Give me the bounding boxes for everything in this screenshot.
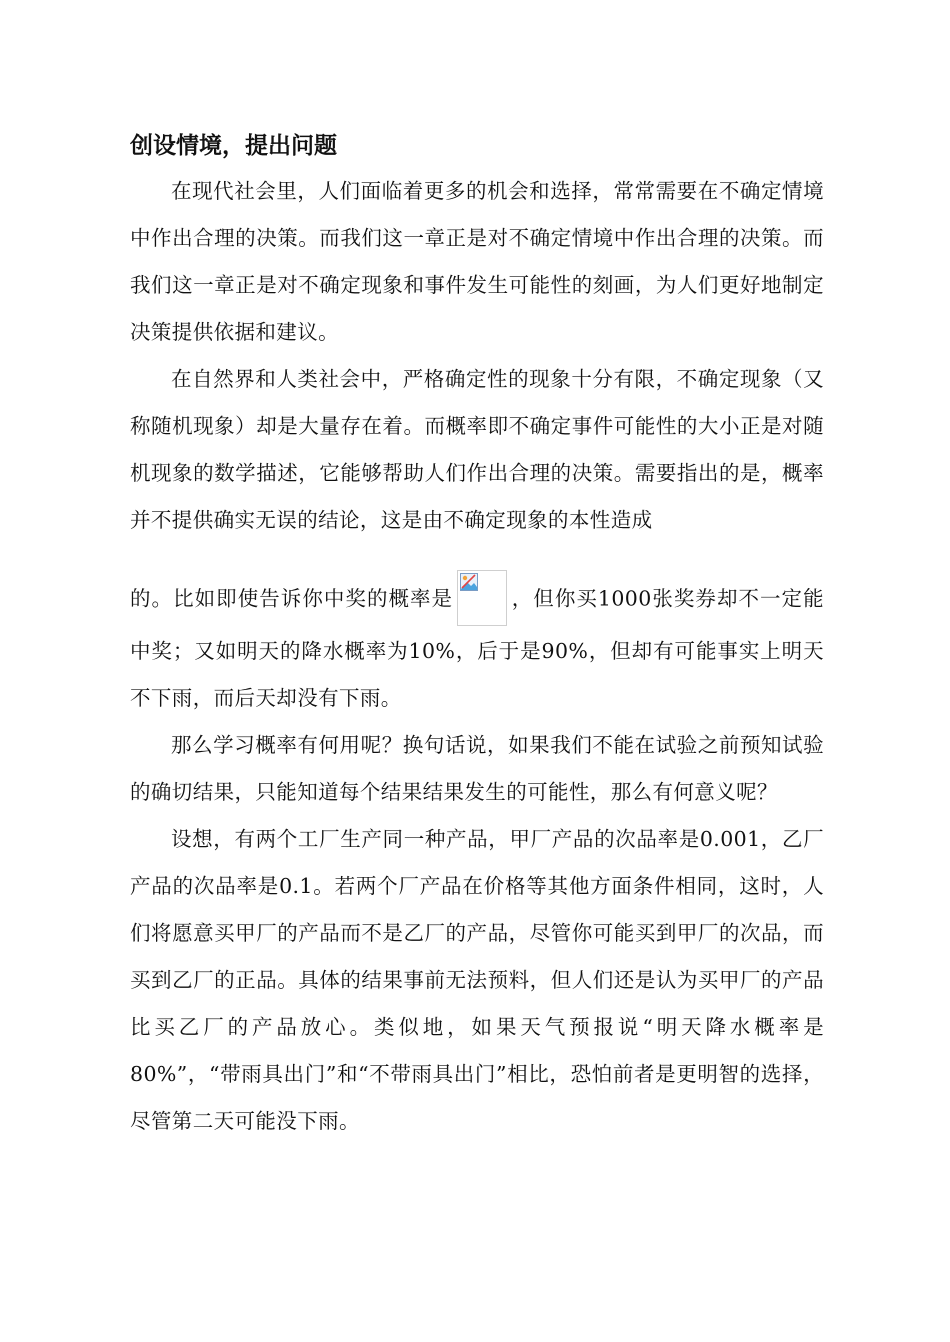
image-placeholder-icon [460,573,478,591]
line-spacer [130,544,824,572]
paragraph-1: 在现代社会里，人们面临着更多的机会和选择，常常需要在不确定情境中作出合理的决策。而我们这一章正是对不确定情境中作出合理的决策。而我们这一章正是对不确定现象和事件发生可能性的刻画，为人们更好地制定决策提供依据和建议。 [130,179,824,344]
paragraph-3: 那么学习概率有何用呢？换句话说，如果我们不能在试验之前预知试验的确切结果，只能知道每个结果结果发生的可能性，那么有何意义呢？ [130,733,824,804]
paragraph-2 [130,356,824,722]
broken-image-icon [457,570,507,626]
paragraph-2-text-b: 的。比如即使告诉你中奖的概率是 [130,586,454,611]
section-heading: 创设情境，提出问题 [130,133,337,159]
document-page [130,124,824,1145]
paragraph-4: 设想，有两个工厂生产同一种产品，甲厂产品的次品率是0.001，乙厂产品的次品率是0.1。若两个厂产品在价格等其他方面条件相同，这时，人们将愿意买甲厂的产品而不是乙厂的产品，尽管你可能买到甲厂的次品，而买到乙厂的正品。具体的结果事前无法预料，但人们还是认为买甲厂的产品比买乙厂的产品放心。类似地，如果天气预报说“明天降水概率是80%”，“带雨具出门”和“不带雨具出门”相比，恐怕前者是更明智的选择，尽管第二天可能没下雨。 [130,827,824,1133]
paragraph-2-text-a: 在自然界和人类社会中，严格确定性的现象十分有限，不确定现象（又称随机现象）却是大量存在着。而概率即不确定事件可能性的大小正是对随机现象的数学描述，它能够帮助人们作出合理的决策。需要指出的是，概率并不提供确实无误的结论，这是由不确定现象的本性造成 [130,367,824,532]
paragraph-2-text-c: ，但你买1000张奖券却不一定能中奖；又如明天的降水概率为10%，后于是90%，但却有可能事实上明天不下雨，而后天却没有下雨。 [130,586,825,710]
